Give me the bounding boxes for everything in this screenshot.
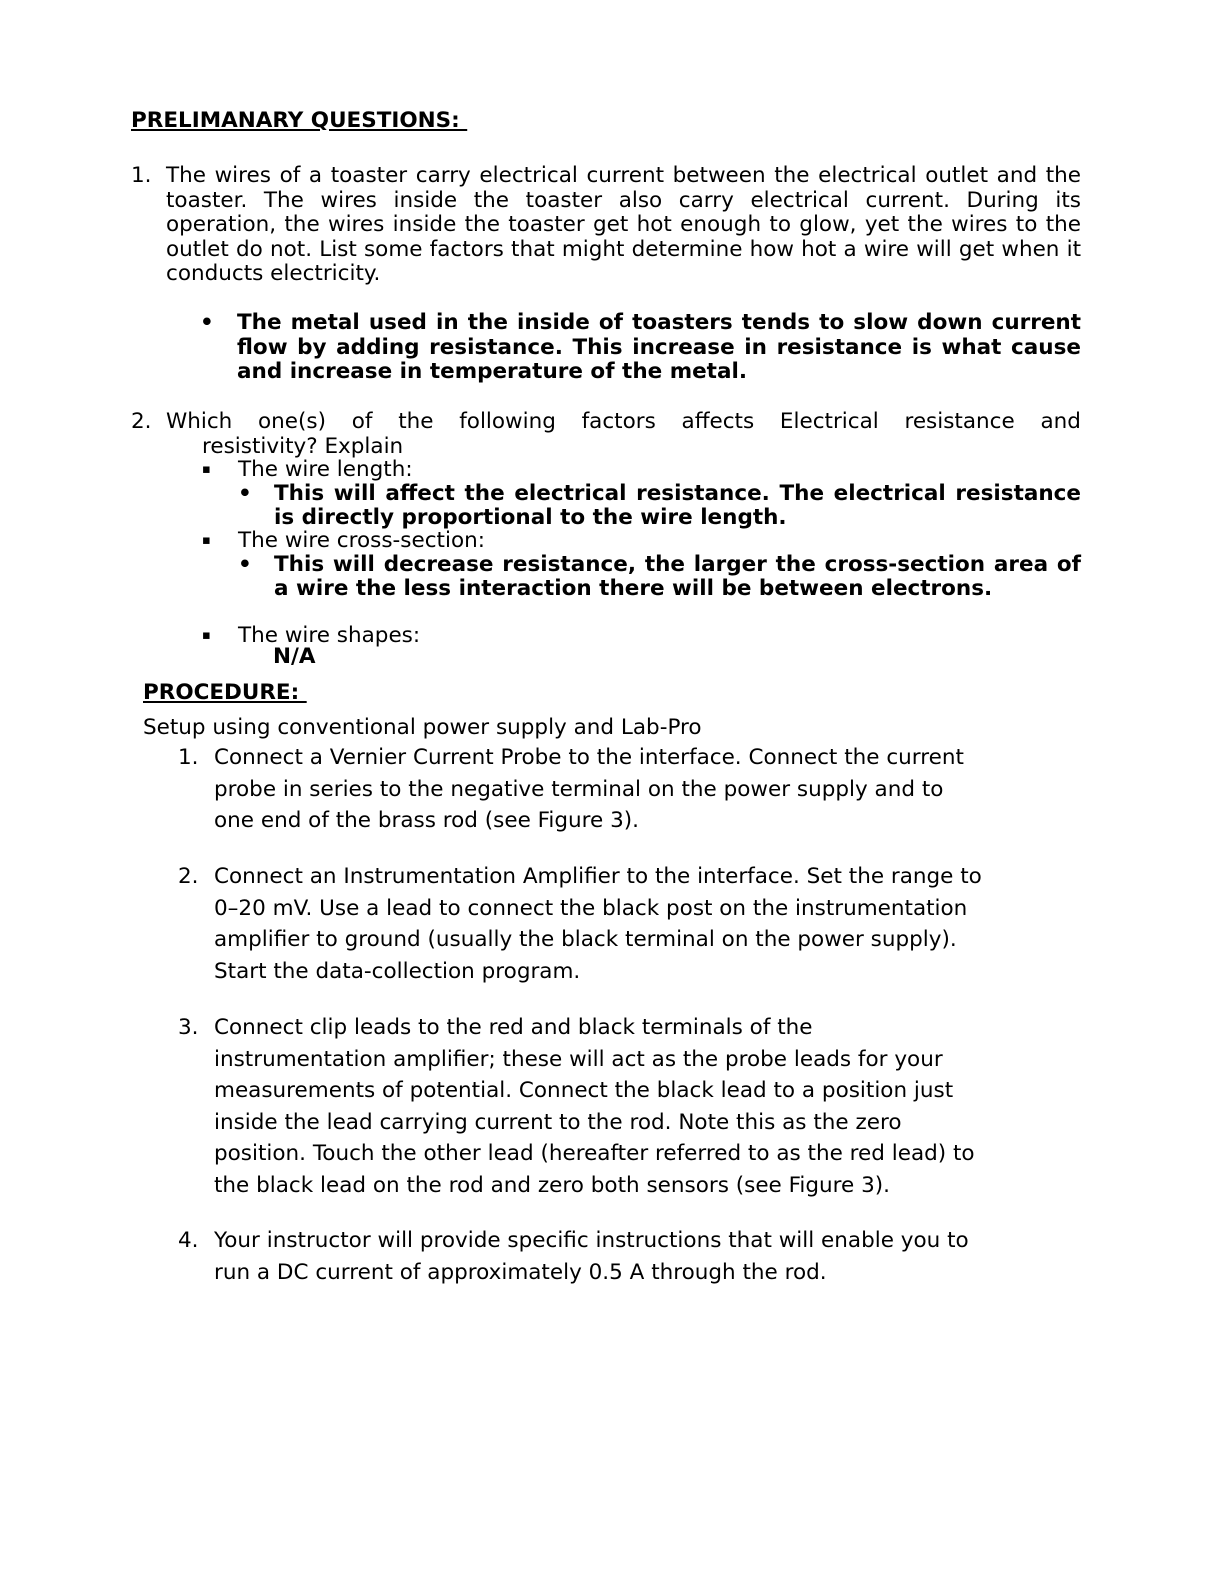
factor-label: The wire cross-section: [238,528,485,553]
procedure-setup: Setup using conventional power supply and Lab-Pro [143,715,702,740]
question-2-word: Which [166,409,233,434]
procedure-step [178,742,1078,837]
factor-label: The wire shapes: [238,623,421,648]
step-number: 1. [178,745,199,770]
step-line: Connect clip leads to the red and black terminals of the [214,1015,813,1040]
question-2-word: Electrical [779,409,879,434]
wire-shapes-answer-text: N/A [273,644,316,669]
factor-wire-cross-section [202,529,485,554]
question-2-text-line-1 [166,410,1081,435]
step-line: Your instructor will provide specific instructions that will enable you to [214,1228,969,1253]
step-line: inside the lead carrying current to the rod. Note this as the zero [214,1109,902,1135]
prelim-heading: PRELIMANARY QUESTIONS: [131,108,468,133]
square-bullet-icon: ▪ [202,462,211,477]
question-2-text-line-2: resistivity? Explain [202,433,404,459]
step-number: 2. [178,864,199,889]
square-bullet-icon: ▪ [202,533,211,548]
wire-cross-section-answer [238,553,1081,601]
procedure-step [178,1012,1078,1201]
procedure-heading: PROCEDURE: [143,680,307,705]
step-text [214,861,1078,987]
square-bullet-icon: ▪ [202,628,211,643]
question-1-answer [200,311,1081,385]
step-line: Connect an Instrumentation Amplifier to the interface. Set the range to [214,864,982,889]
round-bullet-icon: • [200,310,214,335]
step-line: the black lead on the rod and zero both sensors (see Figure 3). [214,1172,891,1198]
question-1-answer-text: The metal used in the inside of toasters tends to slow down current flow by adding resistance. This increase in resistance is what cause and increase in temperature of the metal. [237,310,1081,385]
step-text [214,742,1078,837]
factor-wire-length [202,458,413,483]
question-2-word: factors [581,409,656,434]
step-line: position. Touch the other lead (hereafter referred to as the red lead) to [214,1141,975,1166]
step-line: probe in series to the negative terminal on the power supply and to [214,776,944,802]
question-2-word: and [1040,409,1081,434]
question-2-word: affects [681,409,755,434]
factor-label: The wire length: [238,457,413,482]
step-line: Start the data-collection program. [214,958,581,984]
step-line: measurements of potential. Connect the black lead to a position just [214,1078,954,1103]
step-line: run a DC current of approximately 0.5 A through the rod. [214,1259,827,1285]
question-1-number: 1. [131,163,152,188]
question-2-word: following [459,409,556,434]
step-line: Connect a Vernier Current Probe to the interface. Connect the current [214,745,964,770]
step-line: 0–20 mV. Use a lead to connect the black post on the instrumentation [214,895,968,921]
step-text [214,1012,1078,1201]
question-2 [131,410,1081,459]
wire-length-answer [238,482,1081,530]
step-line: amplifier to ground (usually the black terminal on the power supply). [214,927,957,952]
step-number: 4. [178,1228,199,1253]
step-line: instrumentation amplifier; these will act as the probe leads for your [214,1046,943,1072]
question-2-word: the [398,409,434,434]
procedure-step [178,1225,1078,1288]
step-text [214,1225,1078,1288]
question-2-number: 2. [131,409,152,434]
step-line: one end of the brass rod (see Figure 3). [214,808,640,833]
wire-shapes-answer-clipped [273,644,333,669]
round-bullet-icon: • [238,552,252,577]
procedure-step [178,861,1078,987]
question-2-word: of [351,409,373,434]
wire-cross-section-answer-text: This will decrease resistance, the larger the cross-section area of a wire the less interaction there will be between electrons. [274,552,1081,601]
step-number: 3. [178,1015,199,1040]
question-1-text: The wires of a toaster carry electrical current between the electrical outlet and the toaster. The wires inside the toaster also carry electrical current. During its operation, the wires inside the toaster get hot enough to glow, yet the wires to the outlet do not. List some factors that might determine how hot a wire will get when it conducts electricity. [166,163,1081,287]
question-1 [131,164,1081,287]
question-2-word: one(s) [258,409,327,434]
wire-length-answer-text: This will affect the electrical resistance. The electrical resistance is directly proportional to the wire length. [274,481,1081,530]
round-bullet-icon: • [238,481,252,506]
question-2-word: resistance [904,409,1015,434]
